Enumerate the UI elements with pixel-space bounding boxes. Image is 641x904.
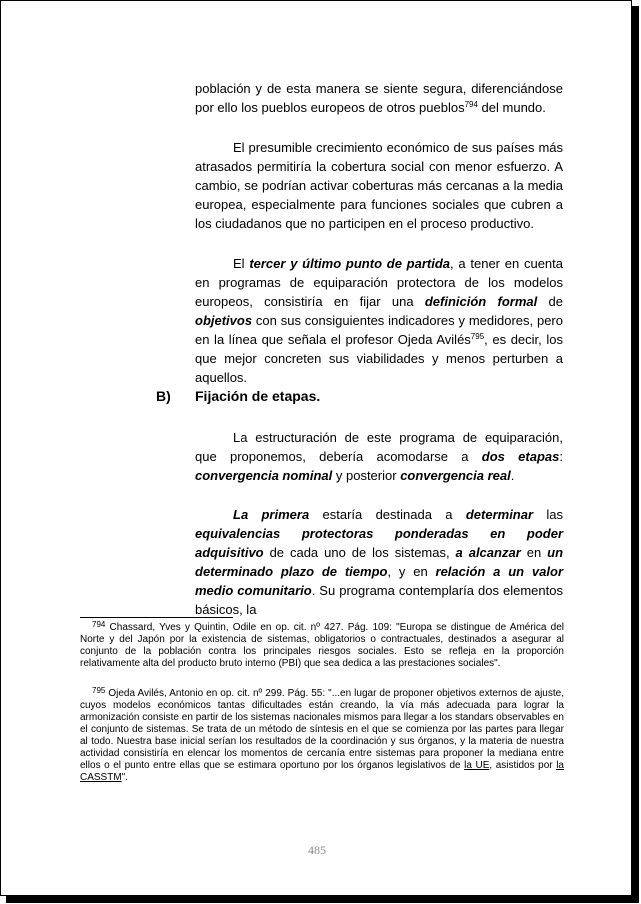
underlined-text: la UE — [464, 760, 490, 771]
footnote-text: Ojeda Avilés, Antonio en op. cit. nº 299. Pág. 55: "...en lugar de proponer objetivos externos de ajuste, cuyos modelos económicos tantas dificultades están creando, la vía más adecuada para lograr la armonización consiste en partir de los sistemas nacionales mismos para llegar a los standars observables en el conjunto de sistemas. Se trata de un método de síntesis en el que se comienza por las partes para llegar al todo. Nuestra base inicial serían los resultados de la coordinación y sus órganos, y la materia de nuestra actividad consistiría en elencar los momentos de cercanía entre sistemas para proponer la mediana entre ellos o el punto entre ellas que se estimara oportuno por los órganos legislativos de — [80, 688, 564, 771]
section-title: Fijación de etapas. — [195, 388, 321, 404]
text-span: con sus consiguientes indicadores y medidores, pero en la línea que señala el profesor Ojeda Avilés — [195, 313, 563, 347]
page-shadow-bottom — [6, 896, 639, 903]
footnote-text: Chassard, Yves y Quintin, Odile en op. cit. nº 427. Pág. 109: "Europa se distingue de América del Norte y del Japón por la existencia de sistemas, obligatorios o contractuales, destinados a asegurar al conjunto de la población contra los principales riesgos sociales. Esto se refleja en la proporción relativamente alta del producto bruto interno (PBI) que sea dedica a las prestaciones sociales". — [80, 622, 564, 669]
paragraph-1-text: población y de esta manera se siente segura, diferenciándose por ello los pueblos europeos de otros pueblos — [195, 81, 563, 115]
paragraph-3 — [195, 254, 563, 387]
footnote-separator — [80, 617, 233, 618]
text-span: de — [537, 294, 564, 309]
emphasis-text: objetivos — [195, 313, 253, 328]
text-span: . Su programa contemplaría dos elementos básicos, la — [195, 583, 563, 617]
footnote-ref-795[interactable]: 795 — [470, 332, 485, 341]
emphasis-text: La primera — [233, 507, 310, 522]
emphasis-text: equivalencias protectoras ponderadas en poder adquisitivo — [195, 526, 563, 560]
emphasis-text: dos etapas — [481, 449, 560, 464]
emphasis-text: convergencia real — [400, 468, 511, 483]
paragraph-5 — [195, 505, 563, 619]
emphasis-text: determinar — [465, 507, 534, 522]
footnote-number: 794 — [92, 620, 106, 629]
emphasis-text: tercer y último punto de partida — [249, 256, 451, 271]
text-span: El — [233, 256, 250, 271]
footnote-794 — [80, 622, 564, 670]
section-heading — [156, 388, 321, 404]
text-span: La estructuración de este programa de equiparación, que proponemos, debería acomodarse a — [195, 430, 563, 464]
text-span: . — [510, 468, 515, 483]
paragraph-2 — [195, 138, 563, 233]
text-span: de cada uno de los sistemas, — [263, 545, 456, 560]
emphasis-text: a alcanzar — [455, 545, 521, 560]
text-span: las — [533, 507, 563, 522]
footnote-number: 795 — [92, 686, 106, 695]
paragraph-1-end: del mundo. — [477, 100, 546, 115]
page-shadow-right — [632, 6, 639, 903]
page-number: 485 — [308, 843, 326, 857]
section-label: B) — [156, 388, 171, 404]
text-span: en — [520, 545, 548, 560]
footnote-ref-794[interactable]: 794 — [464, 100, 478, 109]
emphasis-text: relación a un valor medio comunitario — [195, 564, 564, 598]
paragraph-1 — [195, 79, 563, 117]
paragraph-4 — [195, 428, 563, 485]
emphasis-text: convergencia nominal — [195, 468, 333, 483]
emphasis-text: definición formal — [424, 294, 538, 309]
text-span: : — [559, 449, 563, 464]
footnote-text: ". — [121, 772, 128, 783]
text-span: , es decir, los que mejor concreten sus viabilidades y menos perturben a aquellos. — [195, 332, 563, 385]
emphasis-text: un determinado plazo de tiempo — [195, 545, 564, 579]
text-span: , y en — [387, 564, 436, 579]
footnote-795 — [80, 688, 564, 784]
footnote-text: , asistidos por — [489, 760, 557, 771]
text-span: estaría destinada a — [309, 507, 466, 522]
paragraph-2-text: El presumible crecimiento económico de sus países más atrasados permitiría la cobertura social con menor esfuerzo. A cambio, se podrían activar coberturas más cercanas a la media europea, especialmente para funciones sociales que cubren a los ciudadanos que no participen en el proceso productivo. — [195, 140, 563, 231]
underlined-text: la CASSTM — [80, 760, 564, 783]
text-span: , a tener en cuenta en programas de equiparación protectora de los modelos europeos, consistiría en fijar una — [195, 256, 563, 309]
text-span: y posterior — [332, 468, 401, 483]
